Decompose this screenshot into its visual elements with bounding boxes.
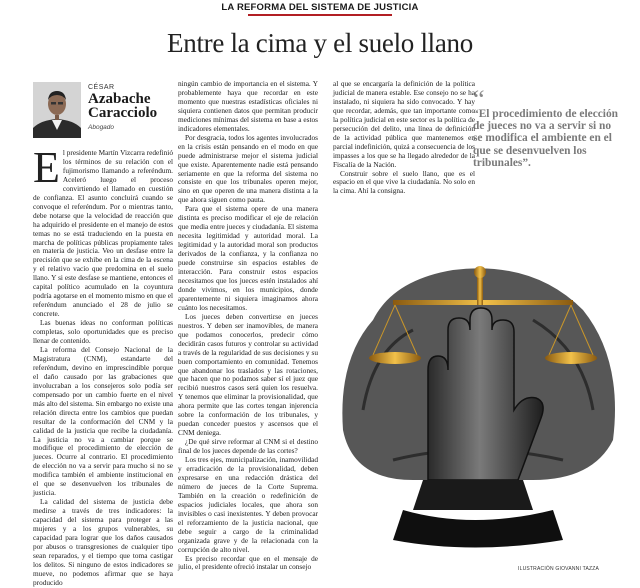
author-photo — [33, 82, 81, 138]
paragraph: Los jueces deben convertirse en jueces nuestros. Y deben ser inamovibles, de manera que podamos conocerlos, predecir cómo decidirán casos futuros y controlar su actividad a través de la regularidad de sus decisiones y su buen comportamiento en comunidad. Tenemos que abandonar los traslados y las rotaciones, que hacen que no podamos saber sí el juez que recibió nuestros casos será quien los resuelva. Y tenemos que eliminar la provisionalidad, que ahora permite que las cortes tengan injerencia sobre la conformación de los tribunales, y puedan conceder puestos y ascensos que el CNM deniega. — [178, 311, 318, 438]
quote-mark-icon: “ — [473, 85, 485, 114]
drop-cap: E — [33, 143, 60, 192]
paragraph: al que se encargaría la definición de la política judicial de manera estable. Ese consejo no se ha instalado, ni siquiera ha sido convocado. Y hay que recordar, además, que tan importante como la política judicial en este sector es la política de persecución del delito, una línea de definición de la actividad pública que mantenemos en parcial indefinición, quizá a consecuencia de los impasses a los que se ha llegado alrededor de la Fiscalía de la Nación. — [333, 79, 475, 169]
paragraph: Los tres ejes, municipalización, inamovilidad y erradicación de la provisionalidad, deben expresarse en una redacción drástica del número de jueces de la Corte Suprema. También en la creación o redefinición de espacios judiciales locales, que ahora son invisibles o casi inexistentes. Y deben provocar el reforzamiento de la justicia nacional, que debe seguir a cargo de la criminalidad organizada grave y de la relacionada con la corrupción de alto nivel. — [178, 455, 318, 554]
section-label: LA REFORMA DEL SISTEMA DE JUSTICIA — [221, 2, 419, 13]
pull-quote-text: “El procedimiento de elección de jueces no va a servir si no se modifica el ambiente en el que se desenvuelven los tribunales”. — [473, 108, 618, 169]
paragraph: La calidad del sistema de justicia debe medirse a través de tres indicadores: la capacidad del sistema para proteger a las mujeres y a los grupos vulnerables, su capacidad para lograr que los daños causados por abusos o transgresiones de cualquier tipo sean reparados, y el tiempo que toma castigar los delitos. Si ninguno de estos indicadores se mueve, no podemos afirmar que se haya producido — [33, 497, 173, 587]
author-role: Abogado — [88, 124, 115, 131]
paragraph: Construir sobre el suelo llano, que es el espacio en el que vive la ciudadanía. No solo en la cima. Ahí la consigna. — [333, 168, 475, 196]
article-column-1 — [33, 143, 173, 588]
author-first-name: CÉSAR — [88, 84, 115, 91]
pull-quote — [473, 85, 621, 169]
paragraph: ¿De qué sirve reformar al CNM si el destino final de los jueces depende de las cortes? — [178, 437, 318, 456]
illustration-credit: ILUSTRACIÓN GIOVANNI TAZZA — [518, 566, 600, 572]
paragraph — [33, 143, 173, 319]
paragraph: Para que el sistema opere de una manera distinta es preciso modificar el eje de relación que media entre jueces y ciudadanía. El sistema necesita legitimidad y autoridad moral. La legitimidad y la autoridad moral son productos derivados de la confianza, y la confianza no puede construirse sin espacios estables de interacción. Para construir estos espacios necesitamos que los jueces estén instalados ahí donde vivimos, en los municipios, donde aparentemente ni siquiera imaginamos ahora cuánto los necesitamos. — [178, 204, 318, 312]
paragraph: Las buenas ideas no conforman políticas completas, solo oportunidades que es preciso llenar de contenido. — [33, 318, 173, 346]
article-column-2 — [178, 80, 318, 572]
section-header — [0, 0, 640, 16]
section-rule — [248, 14, 392, 16]
paragraph: Por desgracia, todos los agentes involucrados en la crisis están pensando en el modo en que puede administrarse mejor el sistema judicial que existe. Aparentemente nadie está pensando seriamente en que la reforma del sistema no consiste en que los tribunales operen mejor, sino en que operen de una manera distinta a la que ahora siguen como pauta. — [178, 132, 318, 205]
paragraph: ningún cambio de importancia en el sistema. Y probablemente haya que recordar en este momento que nuestras estadísticas oficiales ni siquiera contienen datos que permitan producir mediciones mínimas del sistema en base a estos indicadores elementales. — [178, 79, 318, 133]
headline: Entre la cima y el suelo llano — [167, 28, 473, 58]
illustration-hand-scales — [333, 180, 623, 560]
paragraph: La reforma del Consejo Nacional de la Magistratura (CNM), estandarte del referéndum, devino en imprescindible porque el daño causado por las grabaciones que involucraban a los consejeros solo podía ser compensado por un cambio fuerte en el nivel más alto del sistema. Sin embargo no existe una relación directa entre los cambios que puedan resultar de la conformación del CNM y la calidad de la justicia que recibe la ciudadanía. La justicia no va a cambiar porque se modifique el procedimiento de elección de jueces. Ocurre al contrario. El procedimiento de elección no va a servir para mucho si no se modifica también el ambiente institucional en el que se desenvuelven los tribunales de justicia. — [33, 344, 173, 498]
article-column-3 — [333, 80, 475, 196]
author-block — [33, 82, 158, 140]
paragraph: Es preciso recordar que en el mensaje de julio, el presidente ofreció instalar un consejo — [178, 553, 318, 572]
lead-text: l presidente Martín Vizcarra redefinió los términos de su relación con el fujimorismo llamando a referéndum. Aceleró luego el proceso convirtiendo el llamado en cuestión de confianza. El asunto concluirá cuando se convoque el referéndum. Por o mientras tanto, debe notarse que la velocidad de reacción que ha adquirido el presidente en el manejo de estos temas no se está traduciendo en la puesta en marcha de políticas públicas propiamente tales en materia de justicia. Veo un desfase entre la precisión que se exhibe en la cima de la escena y el relativo vacío que predomina en el suelo llano. Y si este desfase se mantiene, entonces el capital político acumulado en la coyuntura podría agotarse en el momento mismo en que el referéndum anunciado el 28 de julio se concrete. — [33, 148, 173, 319]
author-name: Azabache Caracciolo — [88, 91, 158, 121]
